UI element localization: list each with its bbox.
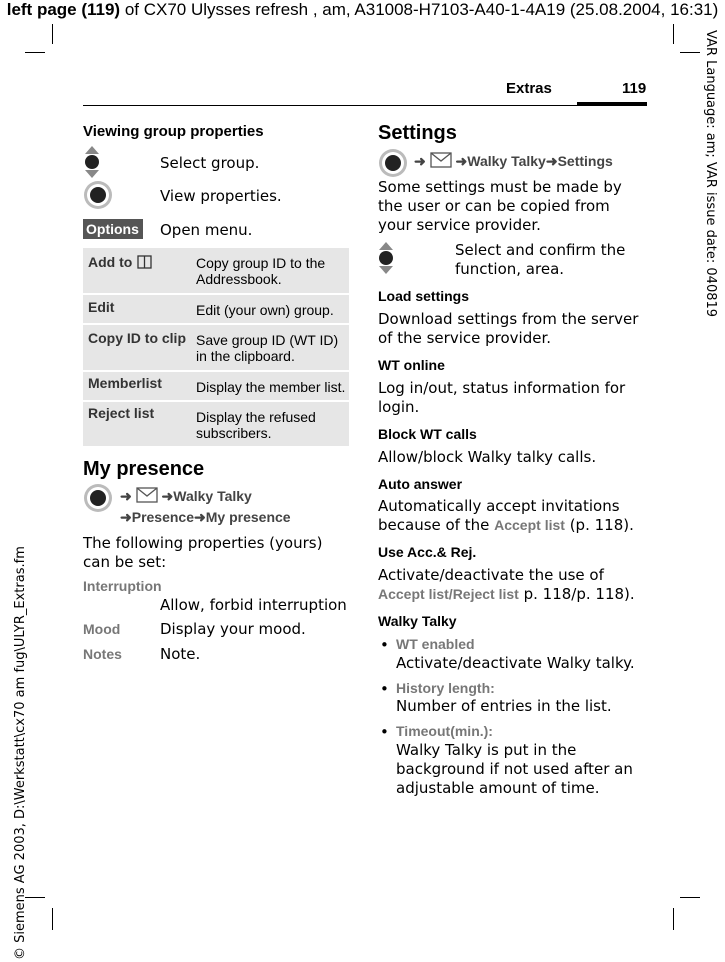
walky-item-text: Number of entries in the list. xyxy=(396,697,612,715)
function-desc: Copy group ID to the Addressbook. xyxy=(196,255,326,287)
table-row xyxy=(83,295,349,323)
function-name xyxy=(88,254,152,270)
envelope-icon xyxy=(136,487,158,503)
section-title: Use Acc.& Rej. xyxy=(378,544,477,560)
section-title: Load settings xyxy=(378,288,470,304)
crop-mark xyxy=(673,908,674,930)
arrow-icon: ➜ xyxy=(161,488,174,504)
walky-item-label: History length: xyxy=(396,680,495,696)
arrow-icon: ➜ xyxy=(545,153,558,169)
running-head: Extras xyxy=(506,80,552,97)
function-name: Reject list xyxy=(88,405,155,421)
header-rule-accent xyxy=(577,102,647,105)
crop-mark xyxy=(25,897,45,898)
bullet-icon: • xyxy=(380,723,389,741)
arrow-icon: ➜ xyxy=(455,153,468,169)
function-desc: Save group ID (WT ID) in the clipboard. xyxy=(196,332,339,364)
section-text-part: (p. 118). xyxy=(564,516,634,534)
step-text: View properties. xyxy=(160,187,282,205)
menu-path-item: Presence xyxy=(131,509,195,525)
section-text: Log in/out, status information for login. xyxy=(378,379,626,416)
page-info xyxy=(0,0,725,20)
bullet-icon: • xyxy=(380,680,389,698)
function-name-text: Add to xyxy=(88,254,133,270)
presence-intro: The following properties (yours) can be set: xyxy=(83,534,323,571)
joystick-updown-icon xyxy=(378,242,394,274)
section-text-part: p. 118/p. 118). xyxy=(518,585,635,603)
menu-path-item: Walky Talky xyxy=(467,153,546,169)
section-text-part: Automatically accept invitations because of the xyxy=(378,497,620,534)
section-text: Download settings from the server of the service provider. xyxy=(378,310,639,347)
page-info-rest: of CX70 Ulysses refresh , am, A31008-H7103-A40-1-4A19 (25.08.2004, 16:31) xyxy=(120,0,719,19)
select-confirm-text: Select and confirm the function, area. xyxy=(455,241,626,278)
section-text xyxy=(378,566,644,604)
walky-item-label: WT enabled xyxy=(396,636,475,652)
joystick-press-icon xyxy=(378,148,408,178)
step-text: Select group. xyxy=(160,154,260,172)
section-text: Allow/block Walky talky calls. xyxy=(378,448,597,466)
property-desc: Note. xyxy=(160,645,201,663)
joystick-press-icon xyxy=(83,483,113,513)
function-desc: Display the member list. xyxy=(196,379,346,395)
crop-mark xyxy=(680,897,700,898)
section-text-part: Activate/deactivate the use of xyxy=(378,566,604,584)
menu-path xyxy=(414,152,613,170)
crop-mark xyxy=(52,908,53,930)
settings-heading: Settings xyxy=(378,122,457,144)
menu-path-item: Walky Talky xyxy=(173,488,252,504)
settings-intro: Some settings must be made by the user or can be copied from your service provider. xyxy=(378,178,622,234)
envelope-icon xyxy=(430,152,452,168)
property-name: Notes xyxy=(83,646,122,662)
side-note-left: © Siemens AG 2003, D:\Werkstatt\cx70 am fug\ULYR_Extras.fm xyxy=(13,546,28,960)
highlight-term: Accept list xyxy=(494,517,565,533)
header-rule xyxy=(83,105,647,106)
property-desc: Allow, forbid interruption xyxy=(160,596,347,614)
section-title: Block WT calls xyxy=(378,426,477,442)
arrow-icon: ➜ xyxy=(120,488,132,504)
walky-talky-heading: Walky Talky xyxy=(378,613,457,629)
menu-path-item: My presence xyxy=(205,509,291,525)
bullet-icon: • xyxy=(380,636,389,654)
menu-path-item: Settings xyxy=(557,153,613,169)
addressbook-icon xyxy=(137,255,152,269)
page-number: 119 xyxy=(622,80,647,97)
options-softkey[interactable] xyxy=(83,219,143,238)
function-desc: Edit (your own) group. xyxy=(196,302,334,318)
property-desc: Display your mood. xyxy=(160,620,306,638)
group-properties-heading: Viewing group properties xyxy=(83,123,264,140)
section-title: Auto answer xyxy=(378,476,463,492)
walky-item-text: Activate/deactivate Walky talky. xyxy=(396,654,635,672)
arrow-icon: ➜ xyxy=(414,153,426,169)
arrow-icon: ➜ xyxy=(194,509,206,525)
crop-mark xyxy=(680,52,700,53)
crop-mark xyxy=(673,24,674,44)
section-title: WT online xyxy=(378,357,445,373)
highlight-term: Accept list/Reject list xyxy=(378,586,519,602)
joystick-updown-icon xyxy=(84,146,100,178)
section-text xyxy=(378,497,644,535)
function-name: Copy ID to clip xyxy=(88,330,186,346)
step-text: Open menu. xyxy=(160,221,253,239)
side-note-right: VAR Language: am; VAR issue date: 040819 xyxy=(703,30,718,318)
function-name: Memberlist xyxy=(88,375,162,391)
function-name: Edit xyxy=(88,299,115,315)
options-label: Options xyxy=(83,219,143,239)
crop-mark xyxy=(52,24,53,44)
page-info-bold: left page (119) xyxy=(6,0,121,19)
table-row xyxy=(83,325,349,370)
property-name: Mood xyxy=(83,621,121,637)
table-row xyxy=(83,372,349,400)
my-presence-heading: My presence xyxy=(83,458,205,480)
crop-mark xyxy=(25,52,45,53)
table-row xyxy=(83,248,349,293)
property-name: Interruption xyxy=(83,578,162,594)
menu-path xyxy=(120,509,291,526)
walky-item-text: Walky Talky is put in the background if not used after an adjustable amount of time. xyxy=(396,741,633,797)
table-row xyxy=(83,402,349,446)
function-desc: Display the refused subscribers. xyxy=(196,409,316,441)
arrow-icon: ➜ xyxy=(120,509,132,525)
walky-item-label: Timeout(min.): xyxy=(396,723,493,739)
joystick-press-icon xyxy=(83,180,113,210)
menu-path xyxy=(120,487,252,505)
